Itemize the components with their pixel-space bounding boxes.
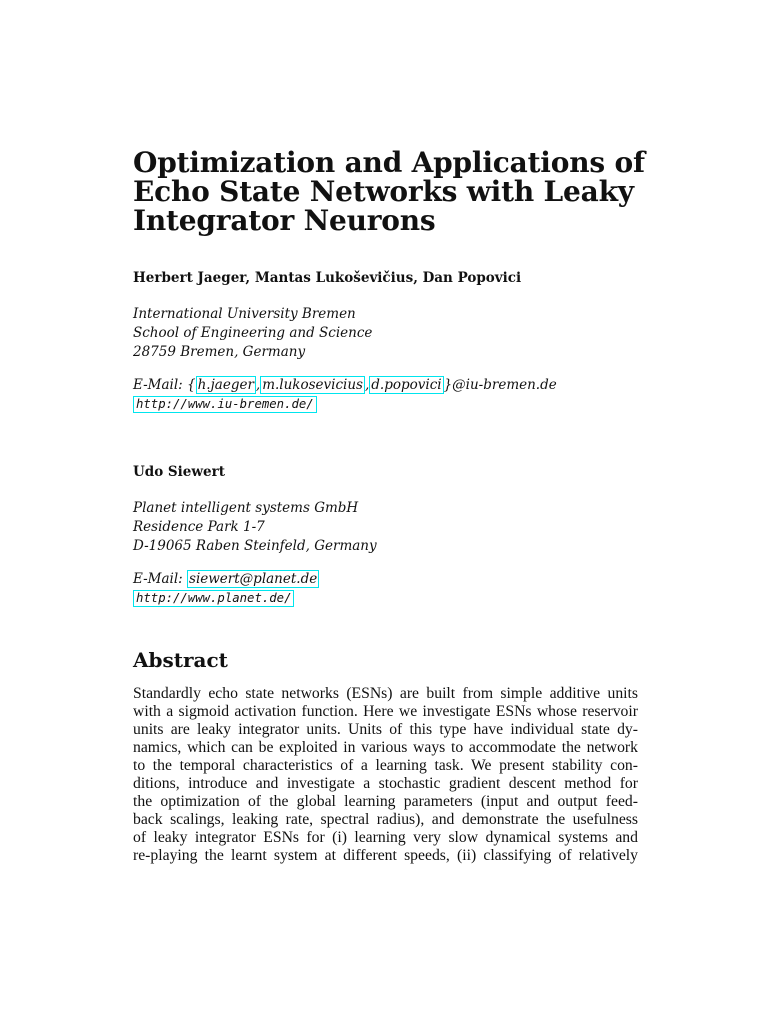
email-separator: ,	[364, 377, 370, 393]
affiliation-2	[133, 499, 377, 556]
abstract-body	[133, 685, 638, 865]
abstract-line: with a sigmoid activation function. Here we investigate ESNs whose reservoir	[133, 703, 638, 720]
email-separator: ,	[255, 377, 261, 393]
abstract-line: the optimization of the global learning parameters (input and output feed-	[133, 793, 638, 810]
email-link-popovici[interactable]: d.popovici	[371, 377, 442, 393]
affiliation-line: Residence Park 1-7	[133, 519, 265, 535]
email-link-lukosevicius[interactable]: m.lukosevicius	[262, 377, 363, 393]
affiliation-line: International University Bremen	[133, 306, 356, 322]
title-line: Echo State Networks with Leaky	[133, 175, 634, 208]
paper-title	[133, 148, 653, 235]
email-line-1	[133, 377, 557, 393]
email-link-siewert[interactable]: siewert@planet.de	[189, 571, 318, 587]
abstract-line: namics, which can be exploited in various ways to accommodate the network	[133, 739, 638, 756]
email-prefix: E-Mail:	[133, 571, 188, 587]
abstract-line: back scalings, leaking rate, spectral radius), and demonstrate the usefulness	[133, 811, 638, 828]
abstract-line: re-playing the learnt system at different speeds, (ii) classifying of relatively	[133, 847, 638, 864]
affiliation-line: School of Engineering and Science	[133, 325, 373, 341]
abstract-line: units are leaky integrator units. Units of this type have individual state dy-	[133, 721, 638, 738]
abstract-line: ditions, introduce and investigate a stochastic gradient descent method for	[133, 775, 638, 792]
title-line: Integrator Neurons	[133, 204, 436, 237]
affiliation-line: 28759 Bremen, Germany	[133, 344, 306, 360]
url-link-iu-bremen[interactable]: http://www.iu-bremen.de/	[133, 396, 317, 413]
email-link-jaeger[interactable]: h.jaeger	[197, 377, 254, 393]
affiliation-line: Planet intelligent systems GmbH	[133, 500, 359, 516]
authors-group-1: Herbert Jaeger, Mantas Lukoševičius, Dan Popovici	[133, 270, 522, 286]
title-line: Optimization and Applications of	[133, 146, 645, 179]
abstract-heading: Abstract	[133, 648, 228, 672]
affiliation-line: D-19065 Raben Steinfeld, Germany	[133, 538, 377, 554]
email-line-2	[133, 571, 319, 587]
email-suffix: }@iu-bremen.de	[443, 377, 557, 393]
authors-group-2: Udo Siewert	[133, 464, 225, 480]
url-link-planet[interactable]: http://www.planet.de/	[133, 590, 294, 607]
affiliation-1	[133, 305, 372, 362]
email-prefix: E-Mail: {	[133, 377, 196, 393]
abstract-line: to the temporal characteristics of a learning task. We present stability con-	[133, 757, 638, 774]
abstract-line: of leaky integrator ESNs for (i) learning very slow dynamical systems and	[133, 829, 638, 846]
abstract-line: Standardly echo state networks (ESNs) are built from simple additive units	[133, 685, 638, 702]
